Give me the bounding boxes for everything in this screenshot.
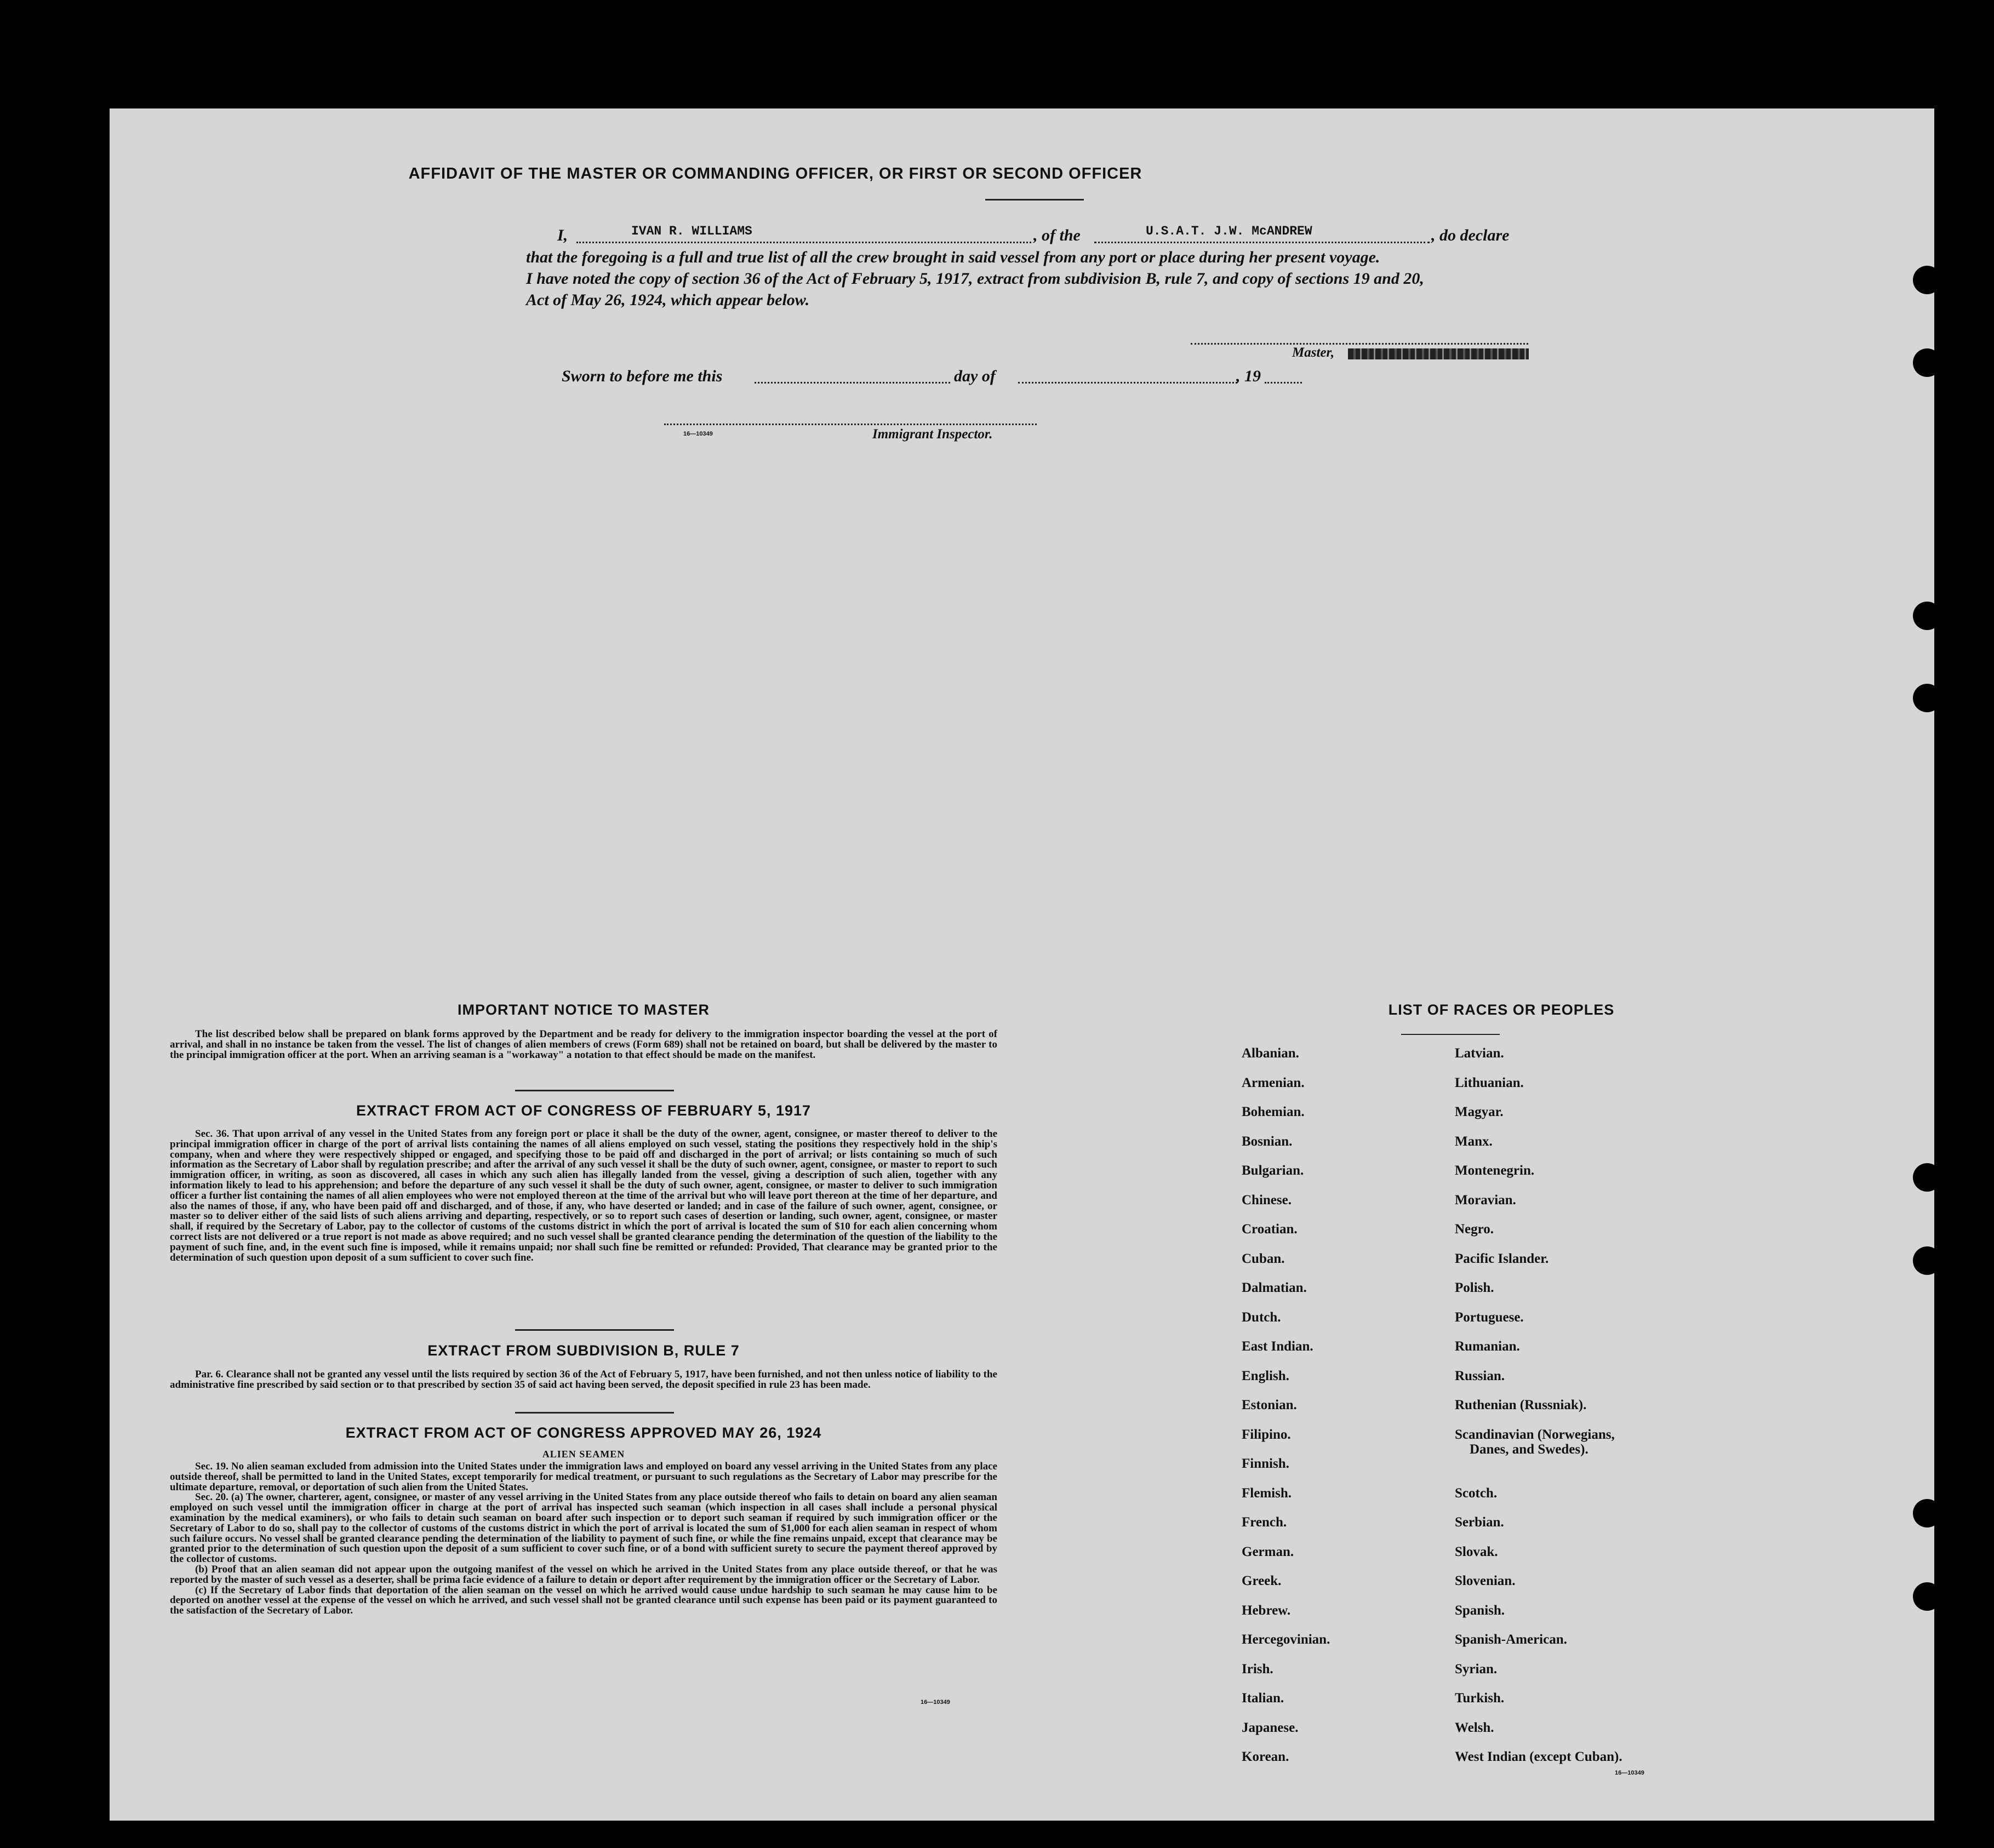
race-item: Syrian. — [1455, 1661, 1498, 1677]
form-code: 16—10349 — [683, 431, 713, 437]
inspector-signature-line — [664, 424, 1037, 425]
race-item: Korean. — [1242, 1749, 1289, 1764]
race-item: Dutch. — [1242, 1309, 1281, 1325]
race-item: Croatian. — [1242, 1222, 1298, 1237]
races-title: LIST OF RACES OR PEOPLES — [1388, 1002, 1615, 1018]
section-36-text: Sec. 36. That upon arrival of any vessel in the United States from any foreign port or place it shall be the duty of the owner, agent, consignee, or master thereof to deliver to the principal immigration officer in charge of the port of arrival lists containing the names of all aliens employed on such vessel, stating the positions they respectively hold in the ship's company, when and where they were respectively shipped or engaged, and specifying those to be paid off and discharged in the port of arrival; or lists containing so much of such information as the Secretary of Labor shall by regulation prescribe; and after the arrival of any such vessel it shall be the duty of such owner, agent, consignee, or master to report to such immigration officer, in writing, as soon as discovered, all cases in which any such alien has illegally landed from the vessel, giving a description of such alien, together with any information likely to lead to his apprehension; and before the departure of any such vessel it shall be the duty of such owner, agent, consignee, or master to deliver to such immigration officer a further list containing the names of all alien employees who were not employed thereon at the time of the arrival but who will leave port thereon at the time of her departure, and also the names of those, if any, who have been paid off and discharged, and of those, if any, who have deserted or landed; and in case of the failure of such owner, agent, consignee, or master so to deliver either of the said lists of such aliens arriving and departing, respectively, or so to report such cases of desertion or landing, such owner, agent, consignee, or master shall, if required by the Secretary of Labor, pay to the collector of customs of the customs district in which the port of arrival is located the sum of $10 for each alien concerning whom correct lists are not delivered or a true report is not made as above required; and no such vessel shall be granted clearance pending the determination of the question of the liability to the payment of such fine, and, in the event such fine is imposed, while it remains unpaid; nor shall such fine be remitted or refunded: Provided, That clearance may be granted prior to the determination of such question upon deposit of a sum sufficient to cover such fine. — [170, 1128, 997, 1263]
races-title-rule — [1401, 1034, 1500, 1035]
title-rule — [985, 199, 1084, 201]
race-item: Slovenian. — [1455, 1574, 1516, 1588]
do-declare-label: , do declare — [1431, 226, 1510, 244]
inspector-label: Immigrant Inspector. — [872, 427, 993, 442]
affidavit-title: AFFIDAVIT OF THE MASTER OR COMMANDING OFFICER, OR FIRST OR SECOND OFFICER — [408, 165, 1142, 182]
race-item: Spanish. — [1455, 1603, 1505, 1618]
affidavit-line-3: I have noted the copy of section 36 of the Act of February 5, 1917, extract from subdivision B, rule 7, and copy of sections 19 and 20, — [526, 270, 1424, 288]
master-label: Master, — [1292, 345, 1335, 360]
race-item: Slovak. — [1455, 1544, 1498, 1559]
race-item: Moravian. — [1455, 1192, 1516, 1208]
race-item: Serbian. — [1455, 1515, 1504, 1530]
race-item: Flemish. — [1242, 1485, 1292, 1501]
race-item: Dalmatian. — [1242, 1280, 1307, 1295]
section-20c-text: (c) If the Secretary of Labor finds that deportation of the alien seaman on the vessel on which he arrived would cause undue hardship to such seaman he may cause him to be deported on another vessel at the expense of the vessel on which he arrived, and such vessel shall not be granted clearance until such expense has been paid or its payment guaranteed to the satisfaction of the Secretary of Labor. — [170, 1584, 997, 1617]
race-item: English. — [1242, 1368, 1289, 1383]
punch-hole — [1913, 602, 1934, 630]
day-of-label: day of — [954, 367, 996, 385]
year-label: , 19 — [1236, 367, 1261, 385]
sworn-label: Sworn to before me this — [562, 367, 723, 385]
section-rule — [515, 1090, 674, 1091]
sworn-month-line — [1018, 382, 1237, 384]
race-item: Cuban. — [1242, 1251, 1285, 1266]
punch-hole — [1913, 1582, 1934, 1611]
of-the-label: , of the — [1033, 226, 1081, 244]
race-item: Ruthenian (Russniak). — [1455, 1398, 1587, 1412]
race-item: Polish. — [1455, 1280, 1494, 1295]
race-item: Manx. — [1455, 1134, 1493, 1149]
form-code: 16—10349 — [1615, 1770, 1644, 1776]
punch-hole — [1913, 1163, 1934, 1192]
race-item: Japanese. — [1242, 1720, 1299, 1735]
race-item: East Indian. — [1242, 1339, 1313, 1354]
race-item: Irish. — [1242, 1661, 1273, 1677]
race-item: West Indian (except Cuban). — [1455, 1749, 1622, 1764]
section-rule — [515, 1412, 674, 1414]
race-item: Pacific Islander. — [1455, 1251, 1549, 1266]
race-item: Danes, and Swedes). — [1470, 1441, 1589, 1457]
section-rule — [515, 1329, 674, 1331]
race-item: Turkish. — [1455, 1691, 1505, 1706]
punch-hole — [1913, 684, 1934, 712]
affidavit-line-4: Act of May 26, 1924, which appear below. — [526, 291, 810, 309]
sworn-year-line — [1265, 382, 1302, 384]
race-item: Magyar. — [1455, 1105, 1504, 1119]
race-item: Bohemian. — [1242, 1105, 1305, 1119]
section-20b-text: (b) Proof that an alien seaman did not appear upon the outgoing manifest of the vessel on which he arrived in the United States from any place outside thereof, or that he was reported by the master of such vessel as a deserter, shall be prima facie evidence of a failure to detain or deport after requirement by the immigration officer or the Secretary of Labor. — [170, 1563, 997, 1586]
vessel-line — [1094, 242, 1430, 243]
form-code: 16—10349 — [921, 1699, 950, 1706]
section-20a-text: Sec. 20. (a) The owner, charterer, agent, consignee, or master of any vessel arriving in the United States from any place outside thereof who fails to detain on board any alien seaman employed on such vessel until the immigration officer in charge at the port of arrival has inspected such seaman (which inspection in all cases shall include a personal physical examination by the medical examiners), or who fails to detain such seaman on board after such inspection or to deport such seaman if required by such immigration officer or the Secretary of Labor to do so, shall pay to the collector of customs of the customs district in which the port of arrival is located the sum of $1,000 for each alien seaman in respect of whom such failure occurs. No vessel shall be granted clearance pending the determination of the liability to payment of such fine, or while the fine remains unpaid, except that clearance may be granted prior to the determination of such question upon the deposit of a sum sufficient to cover such fine, or of a bond with sufficient surety to secure the payment thereof approved by the collector of customs. — [170, 1491, 997, 1565]
race-item: Bulgarian. — [1242, 1163, 1304, 1178]
section-19-text: Sec. 19. No alien seaman excluded from admission into the United States under the immigration laws and employed on board any vessel arriving in the United States from any place outside thereof, shall be permitted to land in the United States, except temporarily for medical treatment, or pursuant to such regulations as the Secretary of Labor may prescribe for the ultimate departure, removal, or deportation of such alien from the United States. — [170, 1461, 997, 1493]
race-item: Armenian. — [1242, 1075, 1305, 1090]
race-item: Filipino. — [1242, 1427, 1291, 1442]
sworn-day-line — [755, 382, 950, 384]
race-item: Finnish. — [1242, 1456, 1289, 1471]
race-item: Russian. — [1455, 1368, 1505, 1383]
extract-1917-title: EXTRACT FROM ACT OF CONGRESS OF FEBRUARY 5, 1917 — [356, 1102, 812, 1119]
race-item: Latvian. — [1455, 1046, 1504, 1061]
punch-hole — [1913, 1246, 1934, 1275]
race-item: German. — [1242, 1544, 1294, 1559]
notice-title: IMPORTANT NOTICE TO MASTER — [458, 1002, 710, 1018]
race-item: Welsh. — [1455, 1720, 1494, 1735]
race-item: Rumanian. — [1455, 1339, 1520, 1354]
race-item: Albanian. — [1242, 1046, 1299, 1061]
race-item: Bosnian. — [1242, 1134, 1293, 1149]
race-item: Montenegrin. — [1455, 1163, 1535, 1178]
race-item: French. — [1242, 1515, 1287, 1530]
par-6-text: Par. 6. Clearance shall not be granted any vessel until the lists required by section 36 of the Act of February 5, 1917, have been furnished, and not then unless notice of liability to the administrative fine prescribed by said section or to that prescribed by section 35 of said act having been served, the deposit specified in rule 23 has been made. — [170, 1369, 997, 1391]
subdivision-body — [170, 1370, 997, 1391]
race-item: Hercegovinian. — [1242, 1632, 1330, 1647]
notice-text: The list described below shall be prepared on blank forms approved by the Department and be ready for delivery to the immigration inspector boarding the vessel at the port of arrival, and shall in no instance be taken from the vessel. The list of changes of alien members of crews (Form 689) shall not be retained on board, but shall be delivered by the master to the principal immigration officer at the port. When an arriving seaman is a "workaway" a notation to that effect should be made on the manifest. — [170, 1028, 997, 1061]
punch-hole — [1913, 266, 1934, 294]
race-item: Hebrew. — [1242, 1603, 1291, 1618]
race-item: Scandinavian (Norwegians, — [1455, 1427, 1615, 1442]
name-line — [576, 242, 1031, 243]
extract-1924-title: EXTRACT FROM ACT OF CONGRESS APPROVED MAY 26, 1924 — [345, 1424, 822, 1441]
punch-hole — [1913, 348, 1934, 377]
race-item: Portuguese. — [1455, 1309, 1524, 1325]
notice-body — [170, 1029, 997, 1060]
race-item: Estonian. — [1242, 1398, 1297, 1412]
race-item: Lithuanian. — [1455, 1075, 1524, 1090]
extract-1917-body — [170, 1129, 997, 1263]
race-item: Scotch. — [1455, 1485, 1498, 1501]
race-item: Chinese. — [1242, 1192, 1292, 1208]
vessel-name[interactable]: U.S.A.T. J.W. McANDREW — [1146, 224, 1312, 238]
affidavit-line-2: that the foregoing is a full and true list of all the crew brought in said vessel from any port or place during her present voyage. — [526, 248, 1380, 266]
form-page — [110, 108, 1934, 1821]
race-item: Spanish-American. — [1455, 1632, 1567, 1647]
alien-seamen-subtitle: ALIEN SEAMEN — [542, 1449, 625, 1460]
race-item: Italian. — [1242, 1691, 1284, 1706]
extract-1924-body — [170, 1462, 997, 1616]
affidavit-i-label: I, — [557, 226, 568, 244]
race-item: Negro. — [1455, 1222, 1494, 1237]
subdivision-title: EXTRACT FROM SUBDIVISION B, RULE 7 — [427, 1342, 740, 1359]
master-name[interactable]: IVAN R. WILLIAMS — [631, 224, 752, 238]
master-signature-line — [1191, 343, 1528, 345]
struck-out-text — [1348, 348, 1529, 359]
punch-hole — [1913, 1499, 1934, 1527]
race-item: Greek. — [1242, 1574, 1282, 1588]
